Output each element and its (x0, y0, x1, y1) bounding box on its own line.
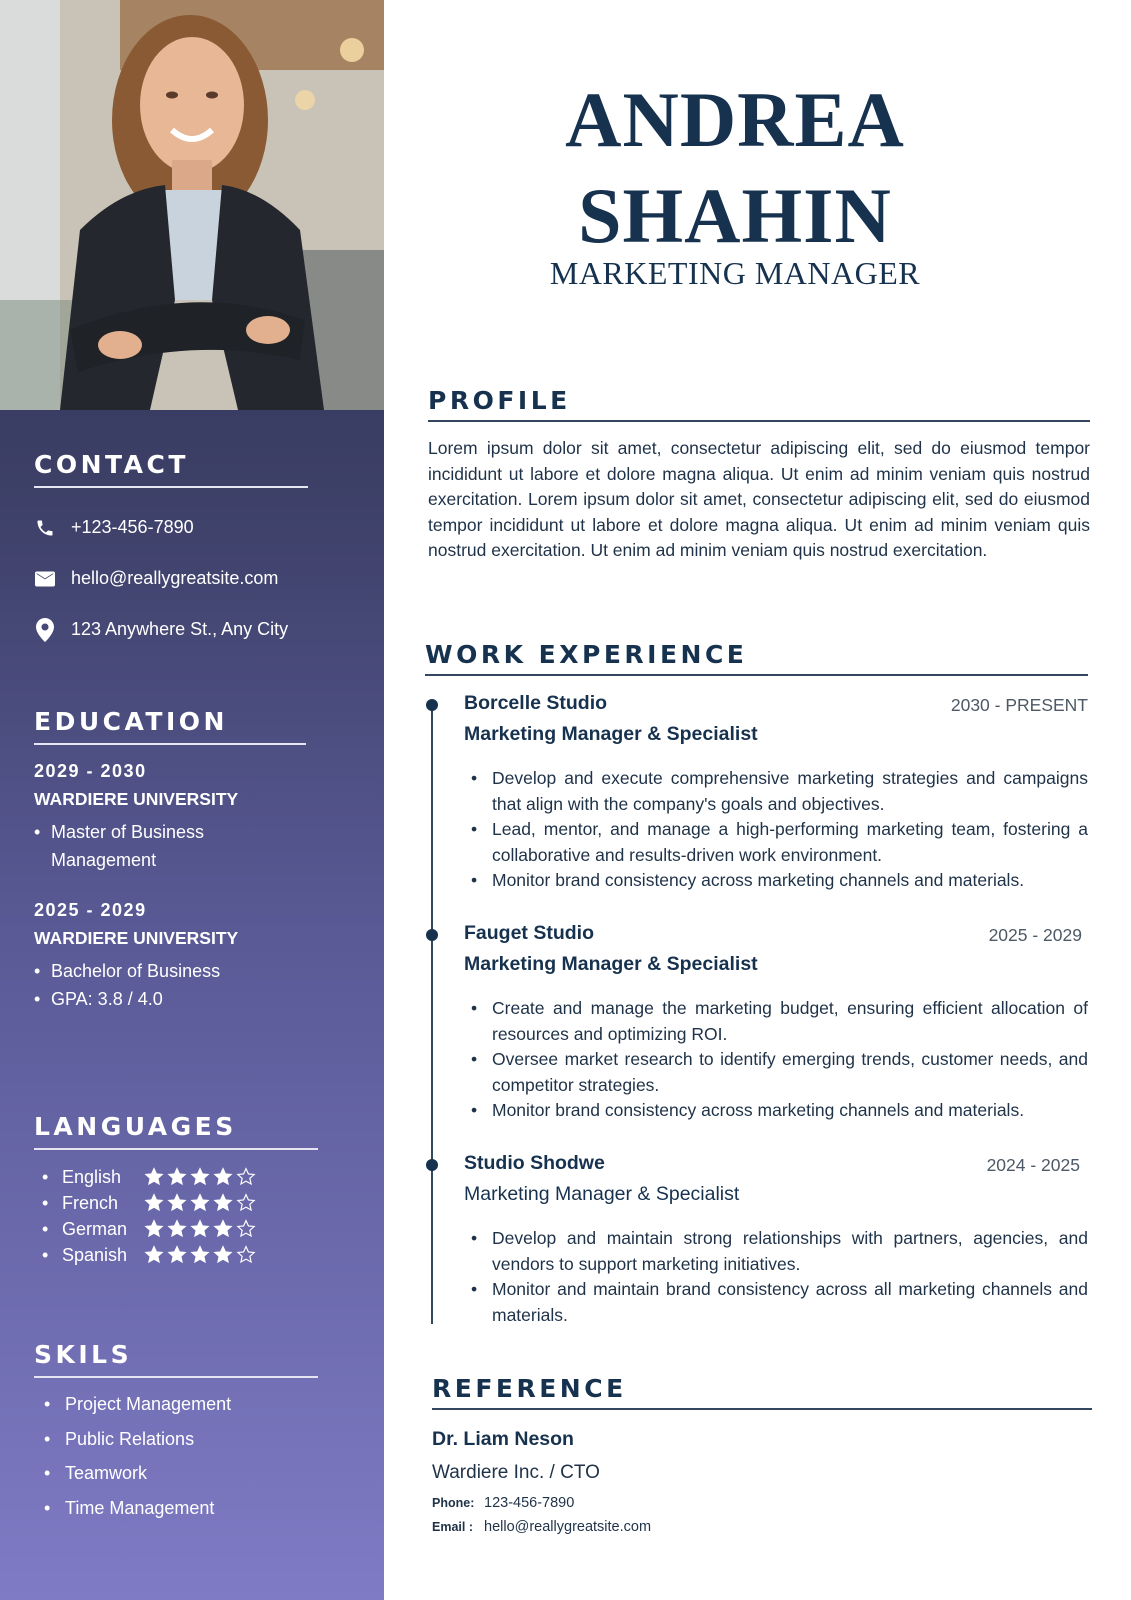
portrait-illustration (0, 0, 384, 410)
first-name: ANDREA (565, 76, 905, 163)
reference-phone-row (432, 1495, 574, 1511)
education-years: 2029 - 2030 (34, 761, 147, 781)
language-name: • German (62, 1218, 128, 1239)
contact-phone (34, 502, 308, 553)
contact-heading: CONTACT (34, 450, 308, 488)
contact-section (34, 450, 308, 655)
reference-phone-label: Phone: (432, 1496, 475, 1510)
job-bullet: • Monitor and maintain brand consistency across all marketing channels and materials. (464, 1277, 1088, 1328)
skills-list (34, 1392, 318, 1530)
education-details (34, 957, 306, 1013)
rating-stars (144, 1193, 256, 1213)
skill-item: • Teamwork (34, 1461, 318, 1496)
star-filled-icon (213, 1193, 233, 1213)
job-bullet: • Monitor brand consistency across marketing channels and materials. (464, 1098, 1088, 1124)
job-company: Studio Shodwe (464, 1152, 605, 1174)
education-section (34, 707, 306, 1013)
work-experience-heading: WORK EXPERIENCE (425, 640, 1088, 676)
star-filled-icon (144, 1193, 164, 1213)
education-detail: • Master of Business Management (34, 818, 234, 874)
last-name: SHAHIN (578, 172, 892, 259)
star-filled-icon (190, 1193, 210, 1213)
education-school: WARDIERE UNIVERSITY (34, 928, 239, 948)
skills-section (34, 1340, 318, 1530)
contact-address-text: 123 Anywhere St., Any City (71, 619, 289, 639)
skills-heading: SKILS (34, 1340, 318, 1378)
mail-icon (34, 568, 56, 590)
star-filled-icon (167, 1219, 187, 1239)
language-item (34, 1242, 318, 1268)
education-details (34, 818, 306, 874)
contact-phone-text: +123-456-7890 (71, 517, 194, 537)
skill-item: • Project Management (34, 1392, 318, 1427)
location-pin-icon (34, 619, 56, 641)
reference-email-label: Email : (432, 1520, 473, 1534)
job-dates: 2025 - 2029 (988, 925, 1082, 945)
job-bullet: • Oversee market research to identify emerging trends, customer needs, and competitor strategies. (464, 1047, 1088, 1098)
language-name: • English (62, 1166, 122, 1187)
language-name: • French (62, 1192, 119, 1213)
education-detail: • Bachelor of Business (34, 957, 306, 985)
job-bullet: • Lead, mentor, and manage a high-performing marketing team, fostering a collaborative and results-driven work environment. (464, 817, 1088, 868)
job-dates: 2030 - PRESENT (950, 695, 1088, 715)
star-empty-icon (236, 1245, 256, 1265)
job-role: Marketing Manager & Specialist (464, 723, 758, 745)
reference-company: Wardiere Inc. / CTO (432, 1462, 600, 1483)
language-item (34, 1216, 318, 1242)
star-empty-icon (236, 1219, 256, 1239)
job-bullet: • Create and manage the marketing budget, ensuring efficient allocation of resources and optimizing ROI. (464, 996, 1088, 1047)
profile-photo (0, 0, 384, 410)
skill-item: • Time Management (34, 1496, 318, 1531)
reference-email-row (432, 1519, 651, 1535)
star-filled-icon (213, 1245, 233, 1265)
education-item (34, 900, 306, 1013)
education-heading: EDUCATION (34, 707, 306, 745)
language-item (34, 1190, 318, 1216)
star-empty-icon (236, 1193, 256, 1213)
reference-name: Dr. Liam Neson (432, 1428, 574, 1450)
star-filled-icon (144, 1219, 164, 1239)
timeline-line (431, 704, 433, 1324)
job-role: Marketing Manager & Specialist (464, 1183, 740, 1205)
profile-text: Lorem ipsum dolor sit amet, consectetur adipiscing elit, sed do eiusmod tempor incididunt ut labore et dolore magna aliqua. Ut enim ad minim veniam quis nostrud exercitation. Lorem ipsum dolor sit amet, consectetur adipiscing elit, sed do eiusmod tempor incididunt ut labore et dolore magna aliqua. Ut enim ad minim veniam quis nostrud exercitation. Ut enim ad minim veniam quis nostrud exercitation. (428, 438, 1090, 560)
star-filled-icon (144, 1167, 164, 1187)
contact-list (34, 502, 308, 655)
phone-icon (34, 517, 56, 539)
job-title: MARKETING MANAGER (549, 255, 921, 291)
star-filled-icon (167, 1193, 187, 1213)
languages-list (34, 1164, 318, 1268)
star-filled-icon (167, 1245, 187, 1265)
job-bullet: • Develop and execute comprehensive marketing strategies and campaigns that align with the company's goals and objectives. (464, 766, 1088, 817)
star-empty-icon (236, 1167, 256, 1187)
sidebar (0, 0, 384, 1600)
reference-heading: REFERENCE (432, 1374, 1092, 1410)
contact-email-text: hello@reallygreatsite.com (71, 568, 279, 588)
reference-email: hello@reallygreatsite.com (484, 1519, 652, 1535)
education-item (34, 761, 306, 874)
education-detail: • GPA: 3.8 / 4.0 (34, 985, 306, 1013)
job-bullets (464, 996, 1088, 1124)
rating-stars (144, 1219, 256, 1239)
rating-stars (144, 1245, 256, 1265)
star-filled-icon (190, 1245, 210, 1265)
timeline-dot (426, 1159, 438, 1171)
star-filled-icon (167, 1167, 187, 1187)
job-bullet: • Develop and maintain strong relationships with partners, agencies, and vendors to support marketing initiatives. (464, 1226, 1088, 1277)
job-company: Fauget Studio (464, 922, 594, 944)
star-filled-icon (213, 1219, 233, 1239)
rating-stars (144, 1167, 256, 1187)
skill-item: • Public Relations (34, 1427, 318, 1462)
job-company: Borcelle Studio (464, 692, 608, 714)
profile-heading: PROFILE (428, 386, 1090, 422)
job-bullets (464, 1226, 1088, 1328)
star-filled-icon (190, 1219, 210, 1239)
job-role: Marketing Manager & Specialist (464, 953, 758, 975)
contact-email (34, 553, 308, 604)
education-years: 2025 - 2029 (34, 900, 147, 920)
job-entry (464, 1152, 1088, 1328)
languages-section (34, 1112, 318, 1268)
language-name: • Spanish (62, 1244, 128, 1265)
timeline-dot (426, 929, 438, 941)
timeline-dot (426, 699, 438, 711)
job-dates: 2024 - 2025 (986, 1155, 1080, 1175)
star-filled-icon (213, 1167, 233, 1187)
job-bullets (464, 766, 1088, 894)
education-school: WARDIERE UNIVERSITY (34, 789, 239, 809)
star-filled-icon (190, 1167, 210, 1187)
languages-heading: LANGUAGES (34, 1112, 318, 1150)
contact-address (34, 604, 308, 655)
language-item (34, 1164, 318, 1190)
job-bullet: • Monitor brand consistency across marketing channels and materials. (464, 868, 1088, 894)
job-entry (464, 692, 1088, 894)
star-filled-icon (144, 1245, 164, 1265)
job-entry (464, 922, 1088, 1124)
reference-phone: 123-456-7890 (484, 1495, 575, 1511)
